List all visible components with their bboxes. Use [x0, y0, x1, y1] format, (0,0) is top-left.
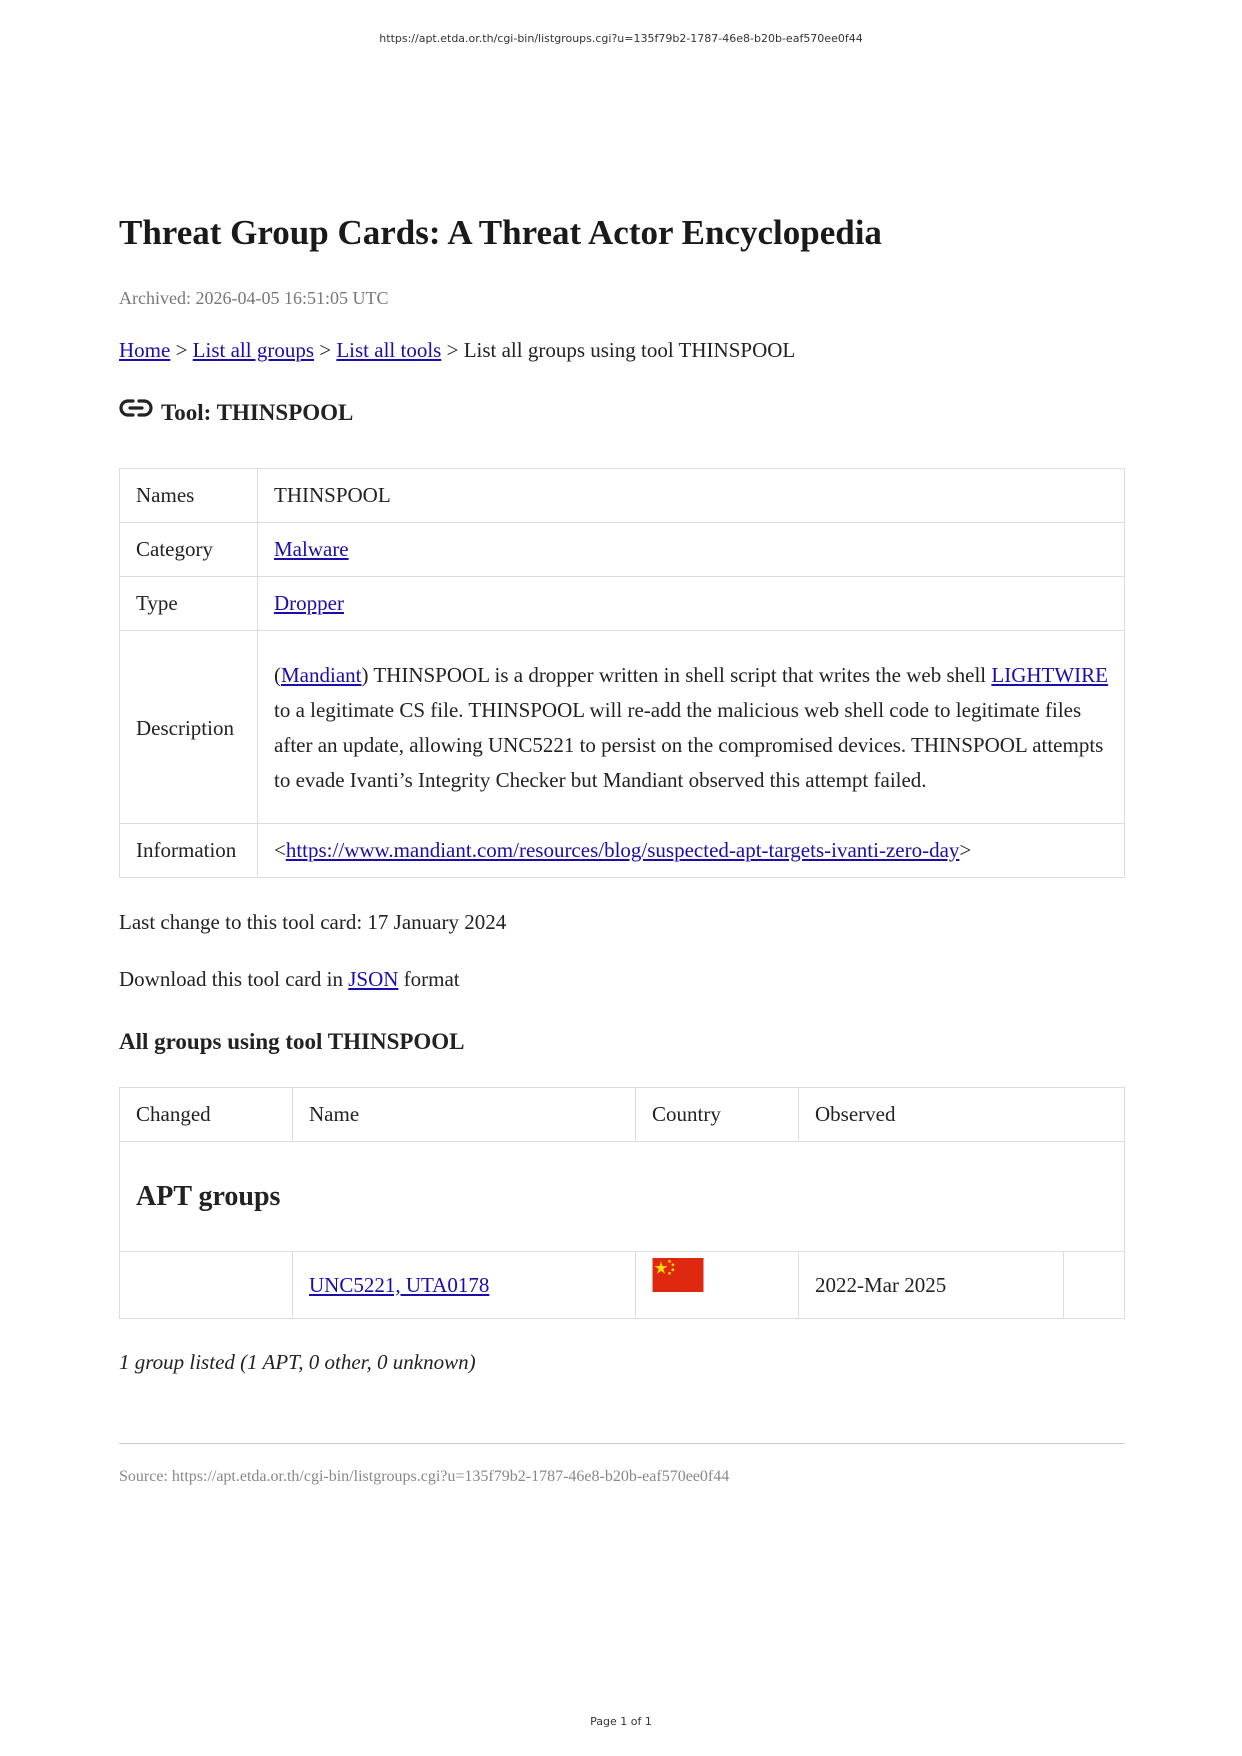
source-url: Source: https://apt.etda.or.th/cgi-bin/listgroups.cgi?u=135f79b2-1787-46e8-b20b-eaf570ee0f44 [119, 1468, 730, 1485]
breadcrumb-separator: > [441, 338, 464, 362]
table-row [120, 1252, 1125, 1319]
names-label: Names [120, 469, 258, 523]
breadcrumb-list-tools-link[interactable]: List all tools [336, 338, 442, 362]
table-row [120, 631, 1125, 824]
archived-timestamp: Archived: 2026-04-05 16:51:05 UTC [119, 288, 389, 308]
download-line [119, 967, 460, 992]
type-link[interactable]: Dropper [274, 591, 344, 615]
china-flag-icon [652, 1258, 704, 1292]
breadcrumb-separator: > [314, 338, 337, 362]
table-row [120, 577, 1125, 631]
breadcrumb-list-groups-link[interactable]: List all groups [192, 338, 314, 362]
column-header-country: Country [636, 1088, 799, 1142]
json-download-link[interactable]: JSON [348, 967, 399, 991]
breadcrumb-home-link[interactable]: Home [119, 338, 171, 362]
mandiant-source-link[interactable]: Mandiant [281, 663, 362, 687]
information-cell [258, 824, 1125, 878]
information-url-link[interactable]: https://www.mandiant.com/resources/blog/suspected-apt-targets-ivanti-zero-day [285, 838, 960, 862]
category-cell [258, 523, 1125, 577]
table-row [120, 523, 1125, 577]
description-label: Description [120, 631, 258, 824]
tool-heading-text: Tool: THINSPOOL [161, 400, 354, 425]
page-footer: Page 1 of 1 [590, 1715, 652, 1728]
page-header-url: https://apt.etda.or.th/cgi-bin/listgroups.cgi?u=135f79b2-1787-46e8-b20b-eaf570ee0f44 [379, 32, 863, 45]
description-part: ) THINSPOOL is a dropper written in shell script that writes the web shell [361, 663, 992, 687]
group-name-link[interactable]: UNC5221, UTA0178 [309, 1272, 490, 1297]
groups-summary: 1 group listed (1 APT, 0 other, 0 unknown) [119, 1350, 476, 1374]
changed-cell [120, 1252, 293, 1319]
observed-cell: 2022-Mar 2025 [799, 1252, 1064, 1319]
tool-heading [119, 400, 353, 426]
lightwire-link[interactable]: LIGHTWIRE [991, 663, 1109, 687]
table-row [120, 824, 1125, 878]
description-text [258, 631, 1125, 824]
type-cell [258, 577, 1125, 631]
category-label: Category [120, 523, 258, 577]
column-header-changed: Changed [120, 1088, 293, 1142]
divider [119, 1443, 1125, 1444]
table-row [120, 469, 1125, 523]
description-part: to a legitimate CS file. THINSPOOL will re-add the malicious web shell code to legitimate files after an update, allowing UNC5221 to persist on the compromised devices. THINSPOOL attempts to evade Ivanti’s Integrity Checker but Mandiant observed this attempt failed. [274, 698, 1104, 792]
groups-table [119, 1087, 1125, 1319]
description-paren: ( [274, 663, 281, 687]
groups-heading: All groups using tool THINSPOOL [119, 1029, 465, 1054]
names-value: THINSPOOL [258, 469, 1125, 523]
link-icon [119, 396, 153, 420]
table-header-row [120, 1088, 1125, 1142]
section-title-apt-groups: APT groups [120, 1142, 1125, 1252]
tool-info-table [119, 468, 1125, 878]
last-change-text: Last change to this tool card: 17 January 2024 [119, 910, 507, 934]
column-header-observed: Observed [799, 1088, 1125, 1142]
download-suffix: format [398, 967, 460, 991]
type-label: Type [120, 577, 258, 631]
category-link[interactable]: Malware [274, 537, 349, 561]
breadcrumb [119, 338, 795, 363]
information-label: Information [120, 824, 258, 878]
info-bracket-open: < [274, 838, 286, 862]
download-prefix: Download this tool card in [119, 967, 349, 991]
breadcrumb-current: List all groups using tool THINSPOOL [463, 338, 796, 362]
page-title: Threat Group Cards: A Threat Actor Encyclopedia [119, 213, 882, 252]
column-header-name: Name [293, 1088, 636, 1142]
section-row [120, 1142, 1125, 1252]
country-cell [636, 1252, 799, 1319]
info-bracket-close: > [959, 838, 972, 862]
breadcrumb-separator: > [170, 338, 193, 362]
extra-cell [1064, 1252, 1125, 1319]
name-cell [293, 1252, 636, 1319]
